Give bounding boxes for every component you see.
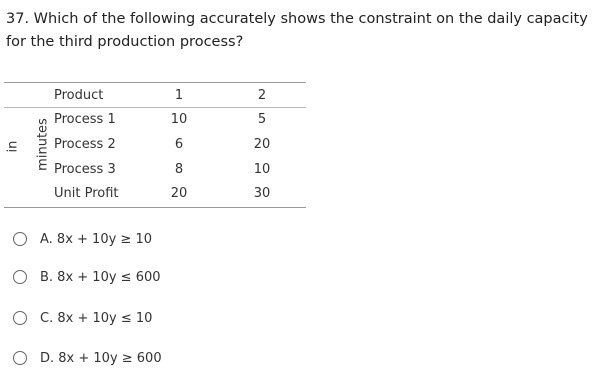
table-cell: 10 xyxy=(253,162,271,177)
radio-button-icon[interactable] xyxy=(13,232,27,246)
option-label: A. 8x + 10y ≥ 10 xyxy=(40,231,152,247)
table-top-rule xyxy=(4,82,306,83)
table-cell: 30 xyxy=(253,186,271,201)
option-label: C. 8x + 10y ≤ 10 xyxy=(40,310,153,326)
table-header-col1: 1 xyxy=(174,88,184,103)
table-bottom-rule xyxy=(4,207,306,208)
question-text: 37. Which of the following accurately shows the constraint on the daily capacity for the third production process? xyxy=(6,11,588,50)
table-row-label: Unit Profit xyxy=(54,186,119,201)
option-label: D. 8x + 10y ≥ 600 xyxy=(40,350,162,366)
data-table xyxy=(4,82,306,208)
table-cell: 20 xyxy=(253,137,271,152)
table-header-col2: 2 xyxy=(257,88,267,103)
table-cell: 5 xyxy=(257,112,267,127)
table-cell: 6 xyxy=(174,137,184,152)
radio-button-icon[interactable] xyxy=(13,311,27,325)
option-c[interactable] xyxy=(13,308,152,328)
table-cell: 8 xyxy=(174,162,184,177)
side-label-minutes: minutes xyxy=(35,118,51,171)
table-row-label: Process 3 xyxy=(54,162,116,177)
table-row-label: Process 1 xyxy=(54,112,116,127)
table-row-label: Process 2 xyxy=(54,137,116,152)
radio-button-icon[interactable] xyxy=(13,351,27,365)
option-a[interactable] xyxy=(13,229,152,249)
option-b[interactable] xyxy=(13,267,161,287)
side-label-unit: in xyxy=(5,140,21,153)
option-label: B. 8x + 10y ≤ 600 xyxy=(40,269,161,285)
radio-button-icon[interactable] xyxy=(13,270,27,284)
table-cell: 20 xyxy=(170,186,188,201)
option-d[interactable] xyxy=(13,348,162,368)
table-header-label: Product xyxy=(54,88,104,103)
table-cell: 10 xyxy=(170,112,188,127)
table-header-rule xyxy=(4,107,306,108)
